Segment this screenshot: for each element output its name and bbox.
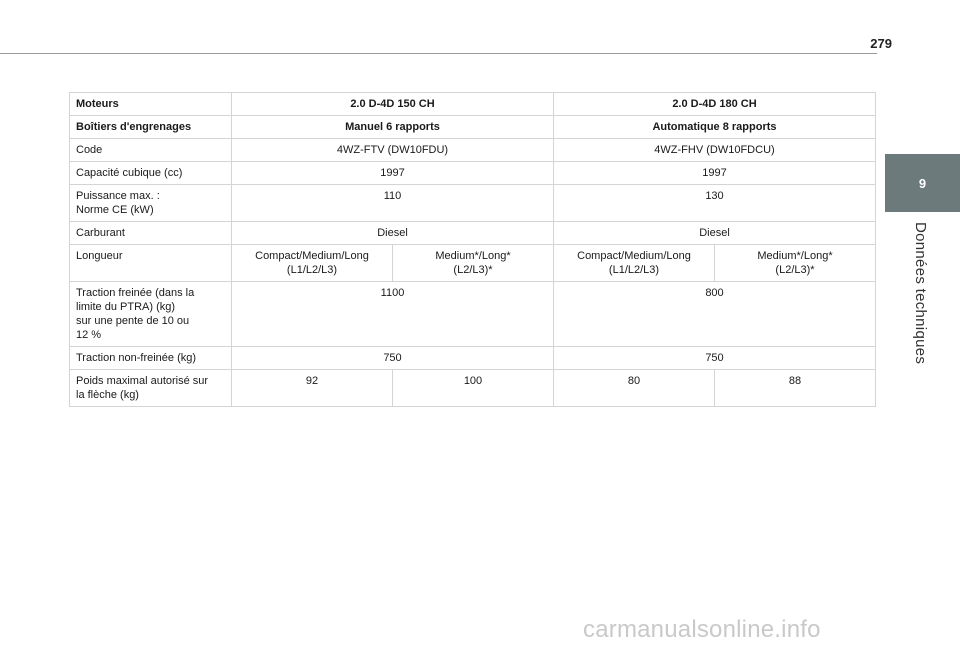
table-cell: 110 [232, 185, 554, 222]
table-row [70, 139, 876, 162]
table-cell: Medium*/Long* (L2/L3)* [715, 245, 876, 282]
table-cell: Diesel [232, 222, 554, 245]
page-number: 279 [870, 36, 892, 51]
row-label: Carburant [70, 222, 232, 245]
watermark: carmanualsonline.info [583, 616, 821, 643]
table-cell: Diesel [554, 222, 876, 245]
table-cell: Compact/Medium/Long (L1/L2/L3) [554, 245, 715, 282]
table-row [70, 162, 876, 185]
row-label: Puissance max. : Norme CE (kW) [70, 185, 232, 222]
table-cell: Manuel 6 rapports [232, 116, 554, 139]
table-cell: 92 [232, 370, 393, 407]
row-label: Traction freinée (dans la limite du PTRA) (kg) sur une pente de 10 ou 12 % [70, 282, 232, 347]
chapter-title: Données techniques [912, 222, 929, 365]
table-row [70, 370, 876, 407]
table-row [70, 347, 876, 370]
chapter-tab[interactable] [885, 154, 960, 212]
engine-b-header: 2.0 D-4D 180 CH [554, 93, 876, 116]
row-label: Code [70, 139, 232, 162]
table-cell: 800 [554, 282, 876, 347]
row-label: Traction non-freinée (kg) [70, 347, 232, 370]
table-cell: 4WZ-FTV (DW10FDU) [232, 139, 554, 162]
table-cell: 1997 [554, 162, 876, 185]
table-row [70, 116, 876, 139]
table-cell: 1997 [232, 162, 554, 185]
row-label: Poids maximal autorisé sur la flèche (kg) [70, 370, 232, 407]
row-label: Boîtiers d'engrenages [70, 116, 232, 139]
engine-specs-table [69, 92, 876, 407]
table-row [70, 282, 876, 347]
table-cell: 1100 [232, 282, 554, 347]
row-label: Moteurs [70, 93, 232, 116]
row-label: Longueur [70, 245, 232, 282]
table-cell: 4WZ-FHV (DW10FDCU) [554, 139, 876, 162]
table-row [70, 93, 876, 116]
table-row [70, 245, 876, 282]
table-cell: 88 [715, 370, 876, 407]
table-cell: Medium*/Long* (L2/L3)* [393, 245, 554, 282]
table-row [70, 185, 876, 222]
table-row [70, 222, 876, 245]
table-cell: 100 [393, 370, 554, 407]
header-rule [0, 53, 877, 54]
table-cell: 750 [232, 347, 554, 370]
table-cell: Compact/Medium/Long (L1/L2/L3) [232, 245, 393, 282]
table-cell: 130 [554, 185, 876, 222]
table-cell: 80 [554, 370, 715, 407]
table-cell: Automatique 8 rapports [554, 116, 876, 139]
table-cell: 750 [554, 347, 876, 370]
row-label: Capacité cubique (cc) [70, 162, 232, 185]
engine-a-header: 2.0 D-4D 150 CH [232, 93, 554, 116]
chapter-number: 9 [918, 175, 927, 191]
